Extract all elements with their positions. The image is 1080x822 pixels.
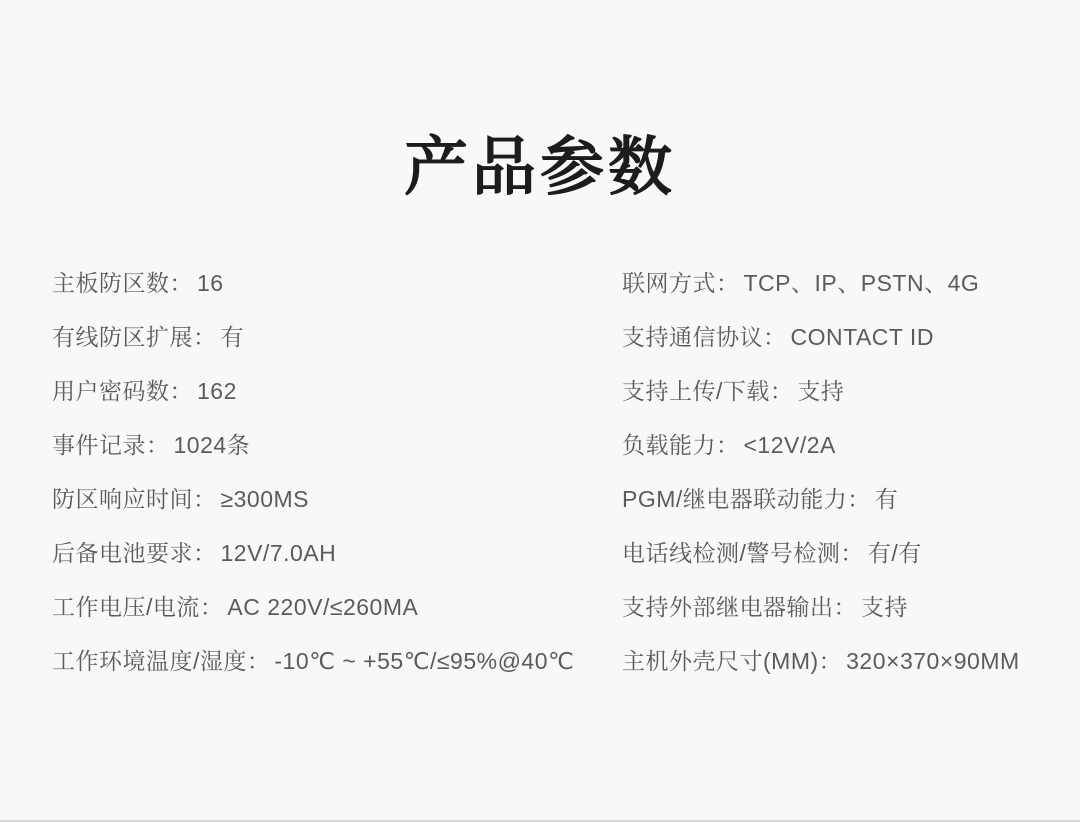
- spec-colon: ：: [833, 594, 857, 620]
- spec-row: [622, 428, 1080, 462]
- spec-row: [622, 644, 1080, 678]
- spec-label: 支持外部继电器输出: [622, 594, 834, 620]
- spec-colon: ：: [769, 378, 794, 404]
- spec-value: 1024条: [173, 432, 251, 458]
- spec-label: PGM/继电器联动能力: [622, 486, 848, 512]
- spec-label: 主机外壳尺寸(MM): [622, 648, 819, 674]
- spec-colon: ：: [193, 486, 217, 512]
- spec-columns: [0, 266, 1080, 698]
- spec-label: 工作环境温度/湿度: [52, 648, 247, 674]
- spec-colon: ：: [246, 648, 271, 674]
- spec-colon: ：: [840, 540, 864, 566]
- spec-row: [52, 482, 622, 516]
- spec-row: [52, 590, 622, 624]
- spec-row: [52, 536, 622, 570]
- spec-colon: ：: [847, 486, 871, 512]
- spec-colon: ：: [146, 432, 170, 458]
- spec-colon: ：: [193, 540, 217, 566]
- spec-label: 支持通信协议: [622, 324, 763, 350]
- spec-label: 有线防区扩展: [52, 324, 193, 350]
- spec-colon: ：: [716, 270, 740, 296]
- spec-label: 用户密码数: [52, 378, 170, 404]
- spec-value: TCP、IP、PSTN、4G: [743, 270, 980, 296]
- spec-row: [52, 428, 622, 462]
- spec-label: 电话线检测/警号检测: [622, 540, 841, 566]
- spec-value: 有: [874, 486, 899, 512]
- spec-colon: ：: [818, 648, 843, 674]
- spec-row: [622, 320, 1080, 354]
- spec-column-left: [52, 266, 622, 698]
- spec-row: [52, 644, 622, 678]
- spec-row: [622, 536, 1080, 570]
- spec-colon: ：: [199, 594, 224, 620]
- spec-row: [52, 374, 622, 408]
- spec-label: 防区响应时间: [52, 486, 193, 512]
- spec-value: 162: [197, 378, 237, 404]
- spec-label: 工作电压/电流: [52, 594, 200, 620]
- spec-value: 有: [220, 324, 244, 350]
- spec-label: 主板防区数: [52, 270, 170, 296]
- spec-value: 320×370×90MM: [846, 648, 1020, 674]
- spec-row: [622, 374, 1080, 408]
- spec-row: [622, 266, 1080, 300]
- spec-label: 事件记录: [52, 432, 146, 458]
- spec-colon: ：: [763, 324, 787, 350]
- spec-colon: ：: [193, 324, 217, 350]
- spec-value: AC 220V/≤260MA: [227, 594, 419, 620]
- spec-row: [622, 482, 1080, 516]
- spec-value: 支持: [797, 378, 845, 404]
- spec-colon: ：: [169, 270, 193, 296]
- spec-value: 有/有: [867, 540, 922, 566]
- spec-value: 支持: [861, 594, 908, 620]
- spec-colon: ：: [169, 378, 193, 404]
- spec-label: 后备电池要求: [52, 540, 193, 566]
- spec-row: [52, 320, 622, 354]
- spec-row: [622, 590, 1080, 624]
- spec-value: CONTACT ID: [790, 324, 934, 350]
- spec-value: 16: [197, 270, 224, 296]
- page-title: 产品参数: [404, 131, 676, 203]
- spec-value: 12V/7.0AH: [220, 540, 337, 566]
- spec-column-right: [622, 266, 1080, 698]
- spec-value: -10℃ ~ +55℃/≤95%@40℃: [274, 648, 575, 674]
- spec-label: 联网方式: [622, 270, 716, 296]
- spec-value: ≥300MS: [220, 486, 309, 512]
- spec-row: [52, 266, 622, 300]
- spec-label: 支持上传/下载: [622, 378, 770, 404]
- spec-label: 负载能力: [622, 432, 716, 458]
- spec-value: <12V/2A: [743, 432, 836, 458]
- spec-colon: ：: [716, 432, 740, 458]
